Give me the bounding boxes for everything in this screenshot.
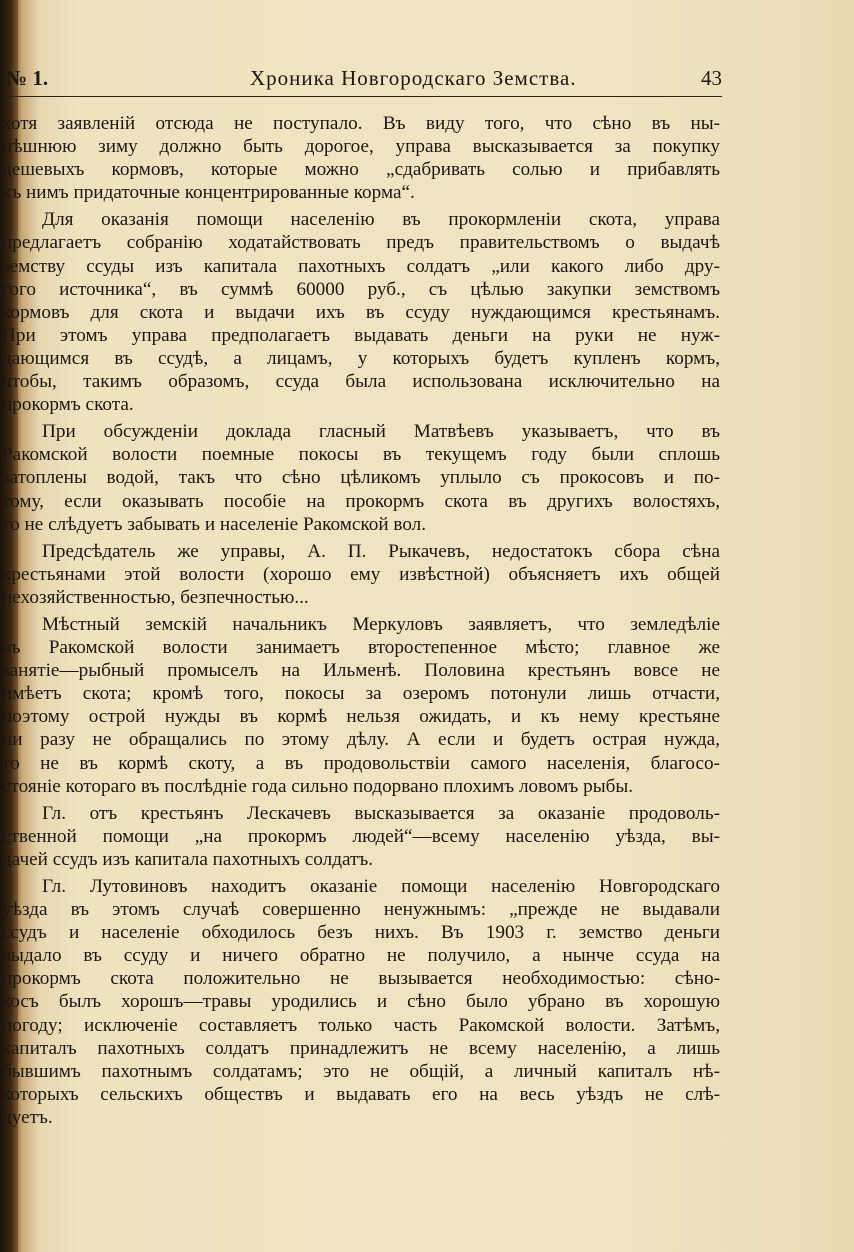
paragraph — [2, 208, 720, 416]
text-line: къ нимъ придаточные концентрированные корма“. — [2, 182, 415, 204]
text-line: При обсужденіи доклада гласный Матвѣевъ указываетъ, что въ — [42, 421, 720, 443]
text-line: прокормъ скота. — [2, 394, 134, 416]
text-line: крестьянами этой волости (хорошо ему извѣстной) объясняетъ ихъ общей — [2, 563, 720, 585]
text-line: Гл. Лутовиновъ находитъ оказаніе помощи населенію Новгородскаго — [42, 876, 720, 897]
text-line: бывшимъ пахотнымъ солдатамъ; это не общій, а личный капиталъ нѣ- — [2, 1060, 720, 1082]
text-line: то не слѣдуетъ забывать и населеніе Ракомской вол. — [2, 513, 427, 535]
header-rule — [8, 96, 722, 97]
text-line: Гл. отъ крестьянъ Лескачевъ высказывается за оказаніе продоволь- — [42, 802, 720, 824]
text-line: земству ссуды изъ капитала пахотныхъ солдатъ „или какого либо дру- — [2, 255, 720, 277]
paragraph — [2, 112, 720, 204]
text-line: Мѣстный земскій начальникъ Меркуловъ заявляетъ, что земледѣліе — [42, 613, 720, 635]
text-line: поэтому острой нужды въ кормѣ нельзя ожидать, и къ нему крестьяне — [2, 706, 720, 728]
text-line: прокормъ скота положительно не вызывается необходимостью: сѣно- — [2, 968, 720, 990]
paragraph — [2, 875, 720, 1129]
text-line: которыхъ сельскихъ обществъ и выдавать его на весь уѣздъ не слѣ- — [2, 1083, 720, 1105]
text-line: Предсѣдатель же управы, А. П. Рыкачевъ, недостатокъ сбора сѣна — [42, 540, 720, 562]
paragraph — [2, 420, 720, 535]
text-line: гого источника“, въ суммѣ 60000 руб., съ цѣлью закупки земствомъ — [2, 278, 720, 300]
text-line: погоду; исключеніе составляетъ только часть Ракомской волости. Затѣмъ, — [2, 1014, 720, 1036]
text-line: ссудъ и населеніе обходилось безъ нихъ. Въ 1903 г. земство деньги — [2, 922, 720, 944]
text-line: предлагаетъ собранію ходатайствовать предъ правительствомъ о выдачѣ — [2, 232, 720, 254]
text-line: кормовъ для скота и выдачи ихъ въ ссуду нуждающимся крестьянамъ. — [2, 301, 720, 323]
paragraph — [2, 540, 720, 609]
text-line: дающимся въ ссудѣ, а лицамъ, у которыхъ будетъ купленъ кормъ, — [2, 347, 720, 369]
text-line: занятіе—рыбный промыселъ на Ильменѣ. Половина крестьянъ вовсе не — [2, 660, 720, 682]
text-line: стояніе котораго въ послѣдніе года сильно подорвано плохимъ ловомъ рыбы. — [2, 775, 634, 797]
text-line: хотя заявленій отсюда не поступало. Въ виду того, что сѣно въ ны- — [2, 113, 720, 134]
text-line: косъ былъ хорошъ—травы уродились и сѣно было убрано въ хорошую — [2, 991, 720, 1013]
paragraph — [2, 613, 720, 798]
text-line: Для оказанія помощи населенію въ прокормленіи скота, управа — [42, 209, 720, 231]
text-line: Ракомской волости поемные покосы въ текущемъ году были сплошь — [2, 444, 720, 466]
text-line: При этомъ управа предполагаетъ выдавать деньги на руки не нуж- — [2, 324, 720, 346]
text-line: нехозяйственностью, безпечностью... — [2, 586, 309, 608]
article-body — [2, 112, 720, 1133]
text-line: уѣзда въ этомъ случаѣ совершенно ненужнымъ: „прежде не выдавали — [2, 899, 720, 921]
issue-number: № 1. — [6, 66, 49, 90]
text-line: ни разу не обращались по этому дѣлу. А если и будетъ острая нужда, — [2, 729, 720, 751]
text-line: дуетъ. — [2, 1106, 53, 1128]
text-line: дачей ссудъ изъ капитала пахотныхъ солдатъ. — [2, 848, 374, 870]
text-line: имѣетъ скота; кромѣ того, покосы за озеромъ потонули лишь отчасти, — [2, 683, 720, 705]
text-line: то не въ кормѣ скоту, а въ продовольствіи самого населенія, благосо- — [2, 752, 720, 774]
text-line: въ Ракомской волости занимаетъ второстепенное мѣсто; главное же — [2, 637, 720, 659]
text-line: чтобы, такимъ образомъ, ссуда была использована исключительно на — [2, 371, 720, 393]
text-line: нѣшнюю зиму должно быть дорогое, управа высказывается за покупку — [2, 136, 720, 158]
text-line: ственной помощи „на прокормъ людей“—всему населенію уѣзда, вы- — [2, 825, 720, 847]
text-line: выдало въ ссуду и ничего обратно не получило, а нынче ссуда на — [2, 945, 720, 967]
text-line: затоплены водой, такъ что сѣно цѣликомъ уплыло съ прокосовъ и по- — [2, 467, 720, 489]
text-line: тому, если оказывать пособіе на прокормъ скота въ другихъ волостяхъ, — [2, 490, 720, 512]
text-line: дешевыхъ кормовъ, которые можно „сдабривать солью и прибавлять — [2, 159, 720, 181]
text-line: капиталъ пахотныхъ солдатъ принадлежитъ не всему населенію, а лишь — [2, 1037, 720, 1059]
paragraph — [2, 802, 720, 871]
page-header — [6, 64, 722, 96]
page-number: 43 — [701, 66, 722, 90]
running-title: Хроника Новгородскаго Земства. — [250, 66, 577, 90]
